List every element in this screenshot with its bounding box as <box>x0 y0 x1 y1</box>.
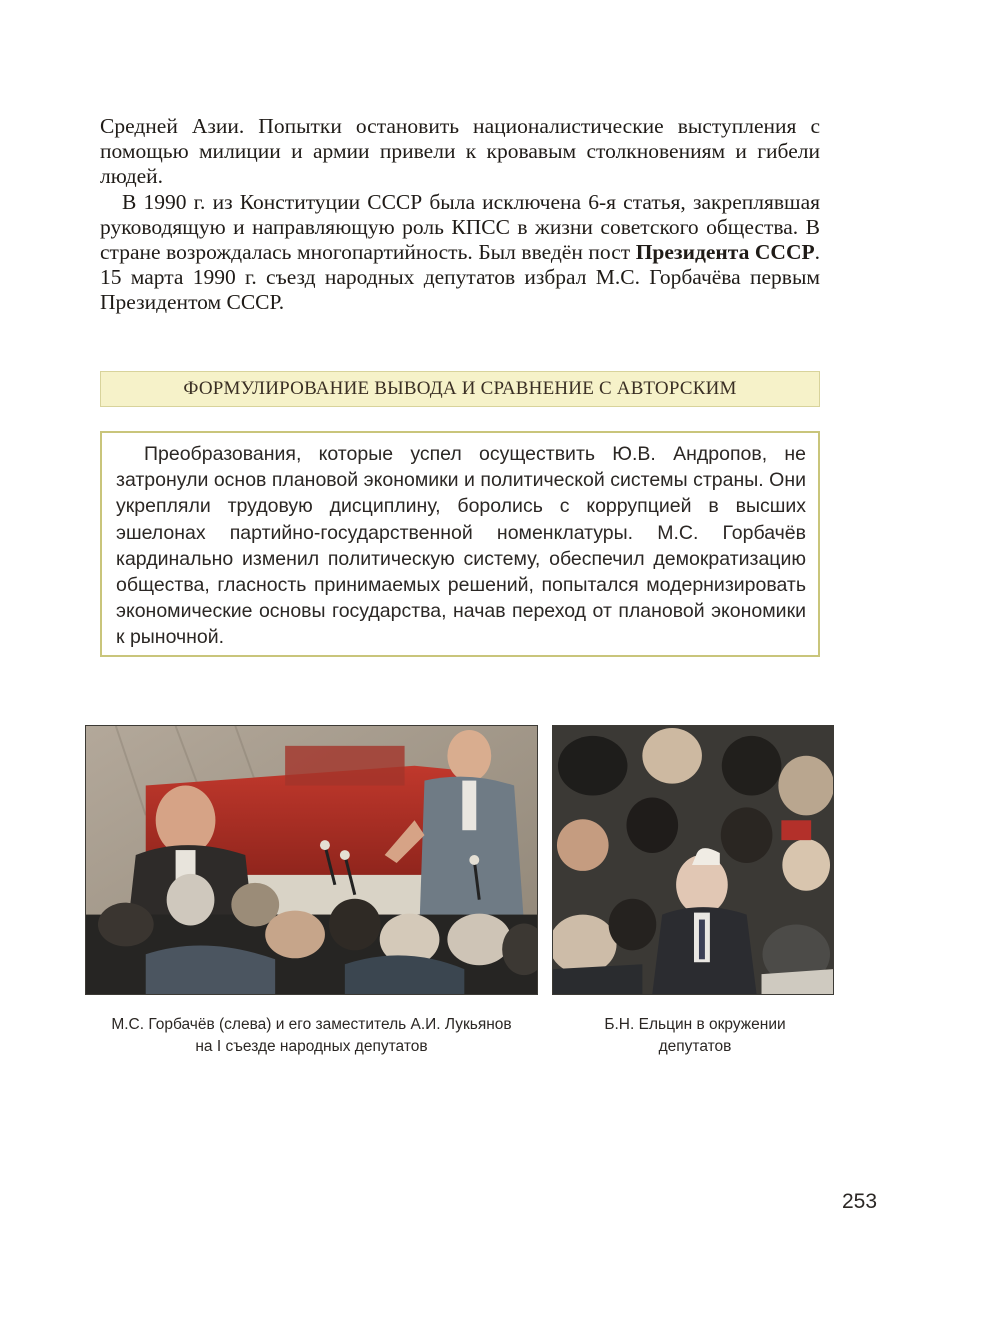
caption-left-line-1: М.С. Горбачёв (слева) и его заместитель А.И. Лукьянов <box>111 1016 512 1033</box>
photo-congress-image <box>86 726 537 994</box>
caption-right <box>552 1014 838 1058</box>
photo-congress-gorbachev-lukyanov <box>85 725 538 995</box>
paragraph-2 <box>100 190 820 316</box>
paragraph-2-text-end: . 15 марта 1990 г. съезд народных депутатов избрал М.С. Горбачёва первым Президентом СССР. <box>100 240 820 315</box>
body-text <box>100 114 820 316</box>
paragraph-2-text: В 1990 г. из Конституции СССР была исключена 6-я статья, закреплявшая руководящую и направляющую роль КПСС в жизни советского общества. В стране возрождалась многопартийность. Был введён пост <box>100 189 820 265</box>
conclusion-text: Преобразования, которые успел осуществить Ю.В. Андропов, не затронули основ плановой экономики и политической системы страны. Они укрепляли трудовую дисциплину, боролись с коррупцией в высших эшелонах партийно-государственной номенклатуры. М.С. Горбачёв кардинально изменил политическую систему, обеспечил демократизацию общества, гласность принимаемых решений, попытался модернизировать экономические основы государства, начав переход от плановой экономики к рыночной. <box>116 443 806 649</box>
caption-left-line-2: на I съезде народных депутатов <box>195 1038 428 1055</box>
paragraph-1: Средней Азии. Попытки остановить националистические выступления с помощью милиции и армии привели к кровавым столкновениям и гибели людей. <box>100 114 820 189</box>
section-header: ФОРМУЛИРОВАНИЕ ВЫВОДА И СРАВНЕНИЕ С АВТОРСКИМ <box>100 371 820 407</box>
caption-right-line-1: Б.Н. Ельцин в окружении <box>604 1016 786 1033</box>
term-president-ussr: Президента СССР <box>635 240 815 265</box>
photo-yeltsin-deputies <box>552 725 834 995</box>
conclusion-text-block <box>116 441 806 651</box>
photo-yeltsin-image <box>553 726 833 994</box>
conclusion-box <box>100 431 820 657</box>
caption-right-line-2: депутатов <box>658 1038 732 1055</box>
caption-left <box>80 1014 543 1058</box>
page-number: 253 <box>842 1190 878 1213</box>
